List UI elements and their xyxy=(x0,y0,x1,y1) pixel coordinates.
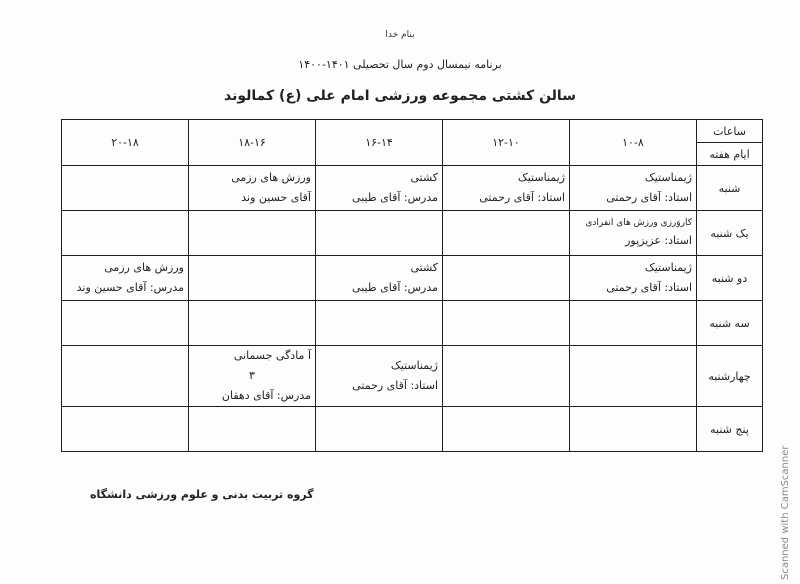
class-cell xyxy=(62,301,189,346)
class-cell xyxy=(62,166,189,211)
class-cell xyxy=(189,346,316,407)
class-name: آ مادگی جسمانی xyxy=(233,349,311,362)
class-cell xyxy=(316,346,443,407)
class-cell xyxy=(570,407,697,452)
class-extra: ۳ xyxy=(249,369,255,382)
class-cell xyxy=(570,346,697,407)
class-name: ورزش های رزمی xyxy=(231,171,311,184)
class-cell xyxy=(62,211,189,256)
class-name: ژیمناستیک xyxy=(644,171,692,184)
class-name: کشتی xyxy=(410,261,438,274)
class-cell xyxy=(316,256,443,301)
class-cell xyxy=(316,166,443,211)
table-row xyxy=(62,166,763,211)
class-cell xyxy=(443,166,570,211)
class-cell xyxy=(443,346,570,407)
slot-header: ۱۰-۸ xyxy=(570,120,697,166)
class-name: ژیمناستیک xyxy=(644,261,692,274)
class-cell xyxy=(570,211,697,256)
slot-header: ۲۰-۱۸ xyxy=(62,120,189,166)
slot-header: ۱۸-۱۶ xyxy=(189,120,316,166)
hours-label: ساعات xyxy=(697,120,763,143)
teacher-name: مدرس: آقای طیبی xyxy=(352,281,438,294)
teacher-name: آقای حسین وند xyxy=(241,191,311,204)
class-name: ژیمناستیک xyxy=(517,171,565,184)
class-cell xyxy=(189,211,316,256)
class-name: کاروَرزی ورزش های انفرادی xyxy=(585,218,692,228)
class-cell xyxy=(189,407,316,452)
document-title: سالن کشتی مجموعه ورزشی امام علی (ع) کمالوند xyxy=(224,88,576,104)
slot-header: ۱۲-۱۰ xyxy=(443,120,570,166)
table-row xyxy=(62,301,763,346)
class-cell xyxy=(443,301,570,346)
teacher-name: مدرس: آقای طیبی xyxy=(352,191,438,204)
day-cell: پنج شنبه xyxy=(697,407,763,452)
class-cell xyxy=(443,211,570,256)
day-cell: چهارشنبه xyxy=(697,346,763,407)
document-subtitle: برنامه نیمسال دوم سال تحصیلی ۱۴۰۱-۱۴۰۰ xyxy=(298,58,502,71)
class-cell xyxy=(316,301,443,346)
scanner-watermark: Scanned with CamScanner xyxy=(780,445,791,580)
class-cell xyxy=(62,256,189,301)
invocation-text: بنام خدا xyxy=(385,30,415,40)
teacher-name: استاد: آقای رحمتی xyxy=(606,281,692,294)
class-cell xyxy=(62,407,189,452)
teacher-name: استاد: آقای رحمتی xyxy=(352,379,438,392)
class-cell xyxy=(316,407,443,452)
teacher-name: مدرس: آقای دهقان xyxy=(221,389,311,402)
table-row xyxy=(62,211,763,256)
slot-header: ۱۶-۱۴ xyxy=(316,120,443,166)
class-cell xyxy=(189,301,316,346)
class-cell xyxy=(189,256,316,301)
class-name: ورزش های رزمی xyxy=(104,261,184,274)
teacher-name: استاد: آقای رحمتی xyxy=(479,191,565,204)
table-row xyxy=(62,346,763,407)
teacher-name: استاد: آقای رحمتی xyxy=(606,191,692,204)
teacher-name: استاد: عزیزپور xyxy=(625,234,692,247)
header-row xyxy=(62,120,763,143)
table-row xyxy=(62,407,763,452)
schedule-table xyxy=(61,119,763,452)
weekdays-label: ایام هفته xyxy=(697,143,763,166)
day-cell: سه شنبه xyxy=(697,301,763,346)
day-cell: یک شنبه xyxy=(697,211,763,256)
footer-note: گروه تربیت بدنی و علوم ورزشی دانشگاه xyxy=(90,488,314,501)
class-cell xyxy=(443,256,570,301)
class-cell xyxy=(189,166,316,211)
class-cell xyxy=(570,166,697,211)
class-cell xyxy=(62,346,189,407)
day-cell: شنبه xyxy=(697,166,763,211)
class-cell xyxy=(443,407,570,452)
day-cell: دو شنبه xyxy=(697,256,763,301)
class-cell xyxy=(316,211,443,256)
table-row xyxy=(62,256,763,301)
class-cell xyxy=(570,301,697,346)
class-cell xyxy=(570,256,697,301)
class-name: ژیمناستیک xyxy=(390,359,438,372)
teacher-name: مدرس: آقای حسین وند xyxy=(76,281,184,294)
class-name: کشتی xyxy=(410,171,438,184)
